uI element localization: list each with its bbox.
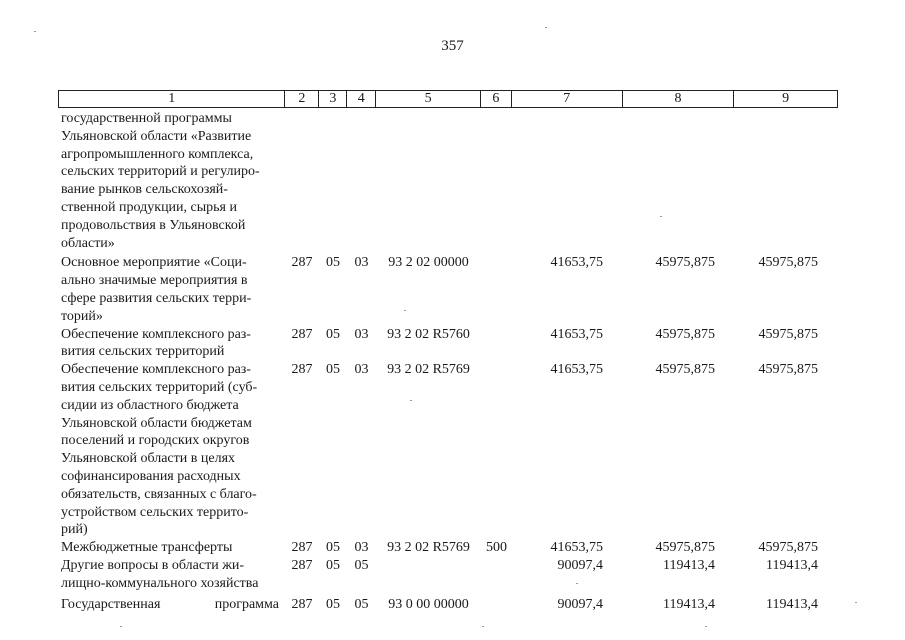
row-col-7: 41653,75 [550,362,603,378]
row-col-8: 45975,875 [655,540,715,556]
table-row [58,110,838,252]
table-row [58,557,838,593]
row-col-9: 45975,875 [758,540,818,556]
row-col-5 [376,557,481,593]
scan-speck [410,400,412,401]
row-col-2: 287 [291,326,313,342]
scan-speck [34,31,36,32]
row-name: Основное мероприятие «Соци- ально значимые мероприятия в сфере развития сельских терри- торий» [61,255,252,324]
table-row [58,326,838,362]
table-row [58,596,838,614]
row-col-5: 93 2 02 R5769 [387,362,470,378]
row-name: Обеспечение комплексного раз- вития сельских территорий [61,326,251,360]
row-col-6 [481,596,512,614]
row-col-8: 119413,4 [663,596,715,612]
row-name: Государственная программа [61,596,279,612]
row-col-6 [481,326,512,362]
row-col-3: 05 [326,255,340,271]
row-col-8: 45975,875 [655,362,715,378]
row-col-6: 500 [486,540,507,556]
header-col-2: 2 [285,91,319,107]
header-col-9: 9 [782,91,790,106]
scan-speck [482,626,484,627]
row-col-5 [376,110,481,252]
row-col-2 [285,110,319,252]
row-col-2: 287 [291,362,313,378]
row-col-6 [481,110,512,252]
header-col-4: 4 [347,91,376,107]
header-col-1: 1 [59,91,285,107]
row-name: государственной программы Ульяновской области «Развитие агропромышленного комплекса, сельских территорий и регулиро- вание рынков сельскохозяй- ственной продукции, сырья и продовольствия в Ульяновской области» [61,111,260,251]
header-col-7: 7 [512,91,623,107]
row-col-2: 287 [291,596,313,612]
table-row [58,254,838,325]
row-col-7 [512,110,623,252]
row-col-4: 05 [354,557,369,573]
row-col-9: 45975,875 [758,362,818,378]
row-col-5: 93 2 02 R5769 [387,540,470,556]
scan-speck [855,602,857,603]
row-col-3: 05 [326,362,340,378]
table-body [58,110,838,613]
row-col-2: 287 [291,255,313,271]
row-col-3: 05 [326,557,340,573]
row-col-5: 93 0 00 00000 [388,596,469,612]
row-col-6 [481,361,512,539]
row-col-8: 119413,4 [663,557,715,573]
row-col-2: 287 [291,557,313,573]
scan-speck [545,27,547,28]
row-col-4 [347,110,376,252]
row-col-9 [735,110,838,252]
row-col-4: 05 [354,596,369,612]
page-number: 357 [441,38,464,54]
header-col-8: 8 [623,91,735,107]
row-col-3 [319,110,347,252]
row-col-9: 45975,875 [758,326,818,342]
header-col-5: 5 [376,91,481,107]
scan-speck [576,583,578,584]
scan-speck [705,626,707,627]
header-col-6: 6 [481,91,512,107]
row-col-3: 05 [326,540,340,556]
row-name: Другие вопросы в области жи- лищно-коммунального хозяйства [61,557,259,591]
scan-speck [120,626,122,627]
row-col-4: 03 [354,362,369,378]
row-col-9: 119413,4 [766,596,818,612]
row-col-4: 03 [354,255,369,271]
row-col-7: 41653,75 [550,540,603,556]
row-name: Обеспечение комплексного раз- вития сельских территорий (суб- сидии из областного бюджета Ульяновской области бюджетам поселений и городских округов Ульяновской области в целях софинансирования расходных обязательств, связанных с благо- устройством сельских террито- рий) [61,362,258,538]
row-col-4: 03 [354,326,369,342]
row-col-7: 41653,75 [550,326,603,342]
row-col-5: 93 2 02 00000 [388,255,469,271]
row-col-3: 05 [326,326,340,342]
scan-speck [404,310,406,311]
row-col-8: 45975,875 [655,326,715,342]
row-col-6 [481,254,512,325]
table-header [58,90,838,108]
row-col-7: 41653,75 [550,255,603,271]
row-col-2: 287 [291,540,313,556]
row-col-7: 90097,4 [557,596,603,612]
row-col-9: 45975,875 [758,255,818,271]
row-col-4: 03 [354,540,369,556]
row-col-5: 93 2 02 R5760 [387,326,470,342]
row-col-8 [623,110,735,252]
header-col-3: 3 [319,91,347,107]
scan-speck [660,216,662,217]
row-col-7: 90097,4 [557,557,603,573]
table-row [58,361,838,539]
row-col-8: 45975,875 [655,255,715,271]
row-col-6 [481,557,512,593]
table-row [58,539,838,557]
row-col-3: 05 [326,596,340,612]
row-name: Межбюджетные трансферты [61,540,233,556]
row-col-9: 119413,4 [766,557,818,573]
